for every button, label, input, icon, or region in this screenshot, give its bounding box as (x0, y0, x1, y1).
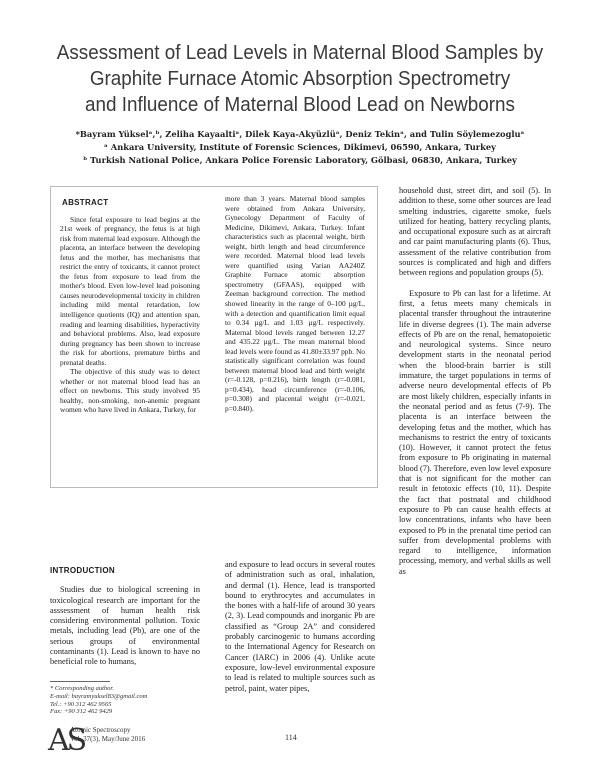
abstract-column-left (60, 198, 200, 415)
page-number: 114 (285, 733, 297, 742)
journal-logo (48, 723, 146, 764)
middle-column (225, 560, 375, 694)
journal-name: Atomic Spectroscopy (70, 726, 131, 734)
abstract-paragraph: The objective of this study was to detect whether or not maternal blood lead has an effect on newborns. This study involved 95 healthy, non-smoking, non-anemic pregnant women who have lived in Ankara, Turkey, for (60, 367, 200, 415)
footnote-line: Fax: +90 312 462 9429 (50, 708, 113, 716)
footnote-line: Tel.: +90 312 462 9565 (50, 700, 112, 708)
body-paragraph: Exposure to Pb can last for a lifetime. At first, a fetus meets many chemicals in placental transfer throughout the intrauterine life in diverse degrees (1). The main adverse effects of Pb are on the renal, hematopoietic and neurological systems. Since neuro development starts in the neonatal period when the blood-brain barrier is still immature, the target populations in terms of adverse neuro developmental effects of Pb are most likely children, especially infants in the neonatal period and as fetus (7-9). The placenta is an interface between the developing fetus and the mother, which has mechanisms to restrict the entry of toxicants (10). However, it cannot protect the fetus from exposure to Pb originating in maternal blood (7). Therefore, even low level exposure that is not significant for the mother can result in fetotoxic effects (10, 11). Despite the fact that postnatal and childhood exposure to Pb can cause health effects at low concentrations, infants who have been exposed to Pb in the prenatal time period can suffer from developmental problems with regard to intelligence, information processing, memory, and verbal skills as well as (399, 288, 551, 576)
title-line: Assessment of Lead Levels in Maternal Blood Samples by (56, 41, 544, 64)
body-paragraph: and exposure to lead occurs in several routes of administration such as oral, inhalation, and dermal (1). Hence, lead is transported bound to erythrocytes and accumulates in the bones with a half-life of around 30 years (2, 3). Lead compounds and inorganic Pb are classified as “Group 2A” and considered probably carcinogenic to humans according to the International Agency for Research on Cancer (IARC) in 2006 (4). Unlike acute exposure, low-level environmental exposure to lead is related to multiple sources such as petrol, paint, water pipes, (225, 560, 375, 693)
abstract-heading: ABSTRACT (62, 198, 109, 207)
abstract-paragraph: more than 3 years. Maternal blood samples were obtained from Ankara University, Gynecology Department of Faculty of Medicine, Dikimevi, Ankara, Turkey. Infant characteristics such as placental weight, birth weight, birth length and head circumference were recorded. Maternal blood lead levels were quantified using Varian AA240Z Graphite Furnace atomic absorption spectrometry (GFAAS), equipped with Zeeman background correction. The method showed linearity in the range of 0–100 µg/L, with a detection and quantification limit equal to 0.34 µg/L and 1.03 µg/L respectively. Maternal blood levels ranged between 12.27 and 435.22 µg/L. The mean maternal blood lead levels were found as 41.80±33.97 ppb. No statistically significant correlation was found between maternal blood lead and birth weight (r=-0.128, p=0.216), birth length (r=-0.081, p=0.434), head circumference (r=-0.106, p=0.308) and placental weight (r=-0.021, p=0.840). (225, 194, 365, 414)
right-column (399, 186, 551, 577)
logo-letters: AS (48, 723, 85, 758)
author-block (30, 128, 570, 167)
footnote (50, 685, 200, 716)
abstract-column-right (225, 194, 365, 414)
journal-volume: Vol. 37(3), May/June 2016 (70, 735, 146, 743)
footnote-line: * Corresponding author. (50, 685, 114, 692)
journal-info (70, 726, 145, 744)
body-paragraph: household dust, street dirt, and soil (5). In addition to these, some other sources are lead smelting industries, cigarette smoke, fuels utilized for heating, battery recycling plants, and occupational exposure such as at aircraft and car paint manufacturing plants (6). Thus, assessment of the relative contribution from sources is complicated and high and differs between regions and population groups (5). (399, 186, 551, 278)
footnote-rule (50, 681, 110, 682)
author-names: *Bayram Yükselᵃ,ᵇ, Zeliha Kayaaltiᵃ, Dilek Kaya-Akyüzlüᵃ, Deniz Tekinᵃ, and Tulin Söylemezogluᵃ (75, 129, 525, 139)
introduction-heading: INTRODUCTION (50, 566, 115, 575)
introduction-column (50, 566, 200, 668)
abstract-paragraph: Since fetal exposure to lead begins at the 21st week of pregnancy, the fetus is at high risk from maternal lead exposure. Although the placenta, an interface between the developing fetus and the mother, has mechanisms that restrict the entry of toxicants, it cannot protect the fetus from exposure to lead from the mother's blood. Even low-level lead poisoning causes neurodevelopmental toxicity in children including mild mental retardation, low intelligence quotients (IQ) and attention span, reading and learning disabilities, hyperactivity and behavioral problems. Also, lead exposure during pregnancy has been shown to increase the risk for abortions, premature births and prenatal deaths. (60, 214, 200, 367)
paper-title (52, 40, 549, 118)
title-line: Graphite Furnace Atomic Absorption Spectrometry (89, 67, 511, 90)
title-line: and Influence of Maternal Blood Lead on Newborns (85, 93, 515, 116)
affiliation-a: ᵃ Ankara University, Institute of Forensic Sciences, Dikimevi, 06590, Ankara, Turkey (104, 142, 496, 152)
body-paragraph: Studies due to biological screening in toxicological research are important for the asssessment of human health risk considering environmental pollution. Toxic metals, including lead (Pb), are one of the serious groups of environmental contaminants (1). Lead is known to have no beneficial role to humans, (50, 585, 200, 667)
affiliation-b: ᵇ Turkish National Police, Ankara Police Forensic Laboratory, Gölbasi, 06830, Ankara, Turkey (83, 155, 517, 165)
footnote-line: E-mail: bayramyuksel83@gmail.com (50, 692, 148, 700)
